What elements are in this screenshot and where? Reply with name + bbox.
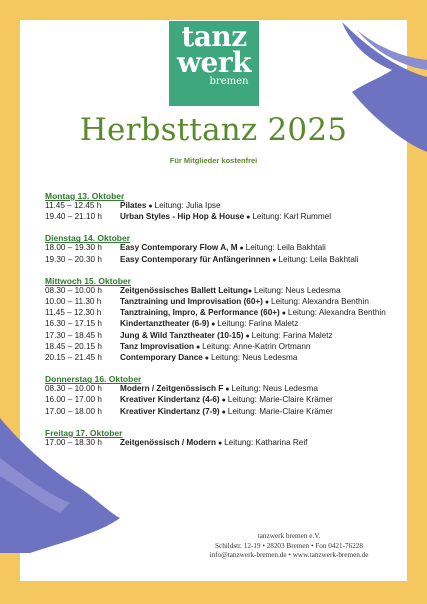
entry-leitung: Leitung: Alexandra Benthin bbox=[287, 308, 386, 318]
entry-separator: ● bbox=[244, 214, 253, 222]
page-subtitle: Für Mitglieder kostenfrei bbox=[169, 156, 258, 165]
entry-course: Kreativer Kindertanz (4-6) bbox=[120, 395, 220, 405]
entry-time: 16.00 – 17.00 h bbox=[45, 395, 102, 405]
entry-course: Pilates bbox=[120, 201, 147, 210]
tanzwerk-logo bbox=[169, 21, 259, 106]
day-block bbox=[45, 428, 395, 449]
entry-separator: ● bbox=[202, 355, 211, 363]
entry-separator: ● bbox=[194, 343, 203, 351]
entry-leitung: Leitung: Marie-Claire Krämer bbox=[227, 395, 333, 405]
schedule-entry bbox=[45, 212, 395, 223]
schedule-entry bbox=[45, 342, 395, 353]
page-title: Herbsttanz 2025 bbox=[79, 112, 348, 148]
day-heading: Mittwoch 15. Oktober bbox=[45, 275, 131, 286]
entry-course: Contemporary Dance bbox=[120, 353, 203, 363]
entry-time: 18.00 – 19.30 h bbox=[45, 243, 102, 253]
schedule-entry bbox=[45, 395, 395, 406]
entry-course: Easy Contemporary Flow A, M bbox=[120, 243, 238, 253]
entry-leitung: Leitung: Katharina Reif bbox=[224, 437, 308, 447]
schedule-entry bbox=[45, 243, 395, 254]
entry-separator: ● bbox=[247, 287, 255, 295]
footer-org: tanzwerk bremen e.V. bbox=[257, 532, 321, 540]
footer-address: Schildstr. 12-19 • 28203 Bremen • Fon 0421-76228 bbox=[215, 541, 363, 550]
footer bbox=[199, 532, 379, 561]
entry-course: Kindertanztheater (6-9) bbox=[120, 319, 210, 329]
schedule bbox=[45, 191, 395, 459]
entry-leitung: Leitung: Leila Bakhtali bbox=[278, 254, 359, 264]
entry-leitung: Leitung: Alexandra Benthin bbox=[271, 297, 369, 307]
entry-course: Jung & Wild Tanztheater (10-15) bbox=[120, 330, 244, 340]
day-heading: Montag 13. Oktober bbox=[45, 191, 125, 201]
entry-time: 19.30 – 20.30 h bbox=[45, 254, 102, 264]
entry-time: 08.30 – 10.00 h bbox=[45, 285, 102, 295]
schedule-entry bbox=[45, 331, 395, 342]
entry-leitung: Leitung: Julia Ipse bbox=[154, 201, 221, 210]
entry-time: 20.15 – 21.45 h bbox=[45, 353, 102, 363]
schedule-entry bbox=[45, 308, 395, 319]
logo-line-3: bremen bbox=[209, 76, 249, 87]
entry-course: Zeitgenössisches Ballett Leitung bbox=[120, 285, 248, 295]
day-block bbox=[45, 233, 395, 265]
schedule-entry bbox=[45, 384, 395, 395]
day-heading: Freitag 17. Oktober bbox=[45, 427, 123, 438]
schedule-entry bbox=[45, 407, 395, 418]
entry-course: Tanztraining und Improvisation (60+) bbox=[120, 297, 263, 307]
entry-leitung: Leitung: Neus Ledesma bbox=[231, 384, 318, 394]
entry-course: Easy Contemporary für Anfängerinnen bbox=[120, 254, 271, 264]
entry-time: 17.00 – 18.00 h bbox=[45, 406, 102, 416]
entry-separator: ● bbox=[237, 245, 246, 253]
entry-course: Tanztraining, Impro, & Performance (60+) bbox=[120, 308, 280, 318]
day-block bbox=[45, 276, 395, 364]
entry-leitung: Leitung: Neus Ledesma bbox=[254, 285, 341, 295]
entry-leitung: Leitung: Neus Ledesma bbox=[210, 353, 298, 363]
entry-leitung: Leitung: Farina Maletz bbox=[251, 330, 333, 340]
entry-separator: ● bbox=[279, 310, 288, 318]
schedule-entry bbox=[45, 201, 395, 212]
day-heading: Donnerstag 16. Oktober bbox=[45, 374, 142, 385]
entry-separator: ● bbox=[243, 332, 252, 340]
entry-leitung: Leitung: Farina Maletz bbox=[217, 319, 299, 329]
entry-separator: ● bbox=[216, 439, 225, 447]
day-block bbox=[45, 191, 395, 223]
entry-time: 17.30 – 18.45 h bbox=[45, 330, 102, 340]
entry-time: 11.45 – 12.30 h bbox=[45, 308, 102, 318]
entry-separator: ● bbox=[209, 321, 218, 329]
entry-leitung: Leitung: Leila Bakhtali bbox=[245, 243, 326, 253]
logo-line-2: werk bbox=[176, 46, 252, 79]
entry-separator: ● bbox=[262, 299, 272, 307]
day-heading: Dienstag 14. Oktober bbox=[45, 233, 131, 244]
entry-course: Urban Styles - Hip Hop & House bbox=[120, 212, 245, 222]
entry-separator: ● bbox=[219, 397, 228, 405]
entry-time: 19.40 – 21.10 h bbox=[45, 212, 102, 222]
entry-separator: ● bbox=[219, 408, 228, 416]
entry-time: 11.45 – 12.45 h bbox=[45, 201, 102, 210]
entry-course: Kreativer Kindertanz (7-9) bbox=[120, 406, 220, 416]
entry-time: 16.30 – 17.15 h bbox=[45, 319, 102, 329]
entry-time: 18.45 – 20.15 h bbox=[45, 341, 102, 351]
entry-leitung: Leitung: Marie-Claire Krämer bbox=[227, 406, 333, 416]
entry-course: Zeitgenössisch / Modern bbox=[120, 437, 216, 447]
entry-time: 10.00 – 11.30 h bbox=[45, 297, 102, 307]
day-block bbox=[45, 374, 395, 418]
schedule-entry bbox=[45, 255, 395, 266]
entry-time: 17.00 – 18.30 h bbox=[45, 437, 102, 447]
entry-separator: ● bbox=[223, 386, 232, 394]
schedule-entry bbox=[45, 353, 395, 364]
entry-separator: ● bbox=[146, 203, 155, 210]
entry-course: Modern / Zeitgenössisch F bbox=[120, 384, 224, 394]
schedule-entry bbox=[45, 297, 395, 308]
entry-leitung: Leitung: Karl Rummel bbox=[252, 212, 332, 222]
entry-time: 08.30 – 10.00 h bbox=[45, 384, 102, 394]
logo-line-1: tanz bbox=[181, 20, 247, 53]
schedule-entry bbox=[45, 438, 395, 449]
schedule-entry bbox=[45, 286, 395, 297]
footer-contact: info@tanzwerk-bremen.de • www.tanzwerk-bremen.de bbox=[209, 551, 369, 559]
schedule-entry bbox=[45, 319, 395, 330]
entry-leitung: Leitung: Anne-Katrin Ortmann bbox=[202, 341, 311, 351]
entry-course: Tanz Improvisation bbox=[120, 341, 194, 351]
entry-separator: ● bbox=[270, 256, 279, 264]
